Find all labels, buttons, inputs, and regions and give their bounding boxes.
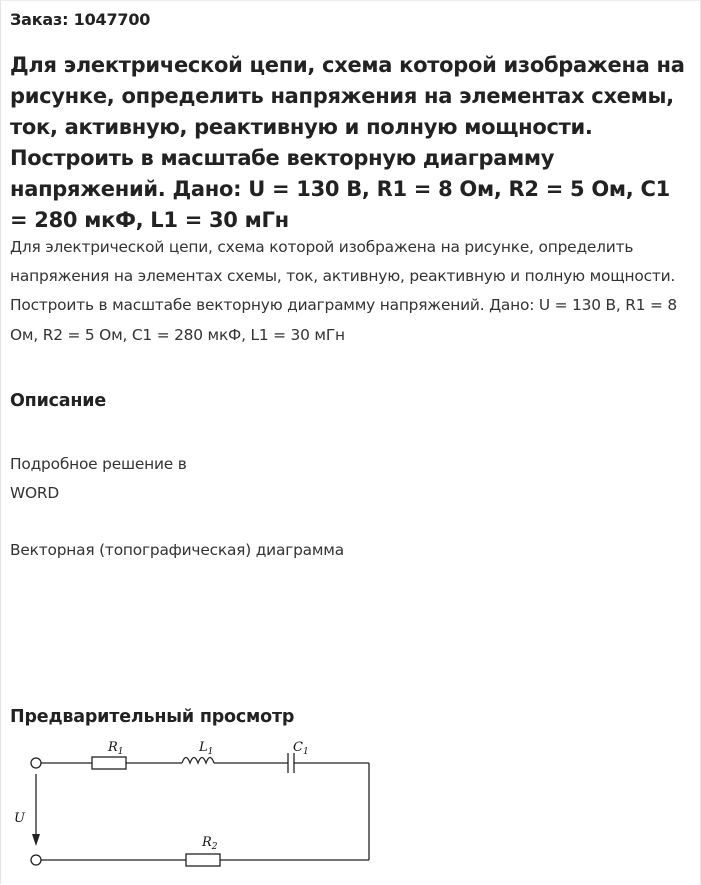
task-text: Для электрической цепи, схема которой изображена на рисунке, определить напряжения на элементах схемы, ток, активную, реактивную и полную мощности. Построить в масштабе векторную диаграмму напряжений. Дано: U = 130 В, R1 = 8 Ом, R2 = 5 Ом, C1 = 280 мкФ, L1 = 30 мГн [10,238,678,344]
resistor-r1 [92,757,126,769]
order-number: Заказ: 1047700 [10,10,151,29]
description-heading: Описание [10,391,107,411]
label-l1: $L_1$ [199,740,214,757]
description-line-1: Подробное решение в [10,455,187,473]
circuit-diagram [14,736,384,876]
label-r1: $R_1$ [108,740,124,757]
description-line-2: WORD [10,484,60,502]
terminal-top [31,758,41,768]
task-title: Для электрической цепи, схема которой изображена на рисунке, определить напряжения на элементах схемы, ток, активную, реактивную и полную мощности. Построить в масштабе векторную диаграмму напряжений. Дано: U = 130 В, R1 = 8 Ом, R2 = 5 Ом, C1 = 280 мкФ, L1 = 30 мГн [10,53,685,232]
label-r2: $R_2$ [202,835,218,852]
label-c1: $C_1$ [293,740,309,757]
description-line-3: Векторная (топографическая) диаграмма [10,541,344,559]
preview-heading: Предварительный просмотр [10,707,295,727]
resistor-r2 [186,854,220,866]
label-u: U [14,811,25,826]
terminal-bottom [31,855,41,865]
voltage-arrow-head [32,834,40,846]
inductor-l1 [182,758,214,764]
